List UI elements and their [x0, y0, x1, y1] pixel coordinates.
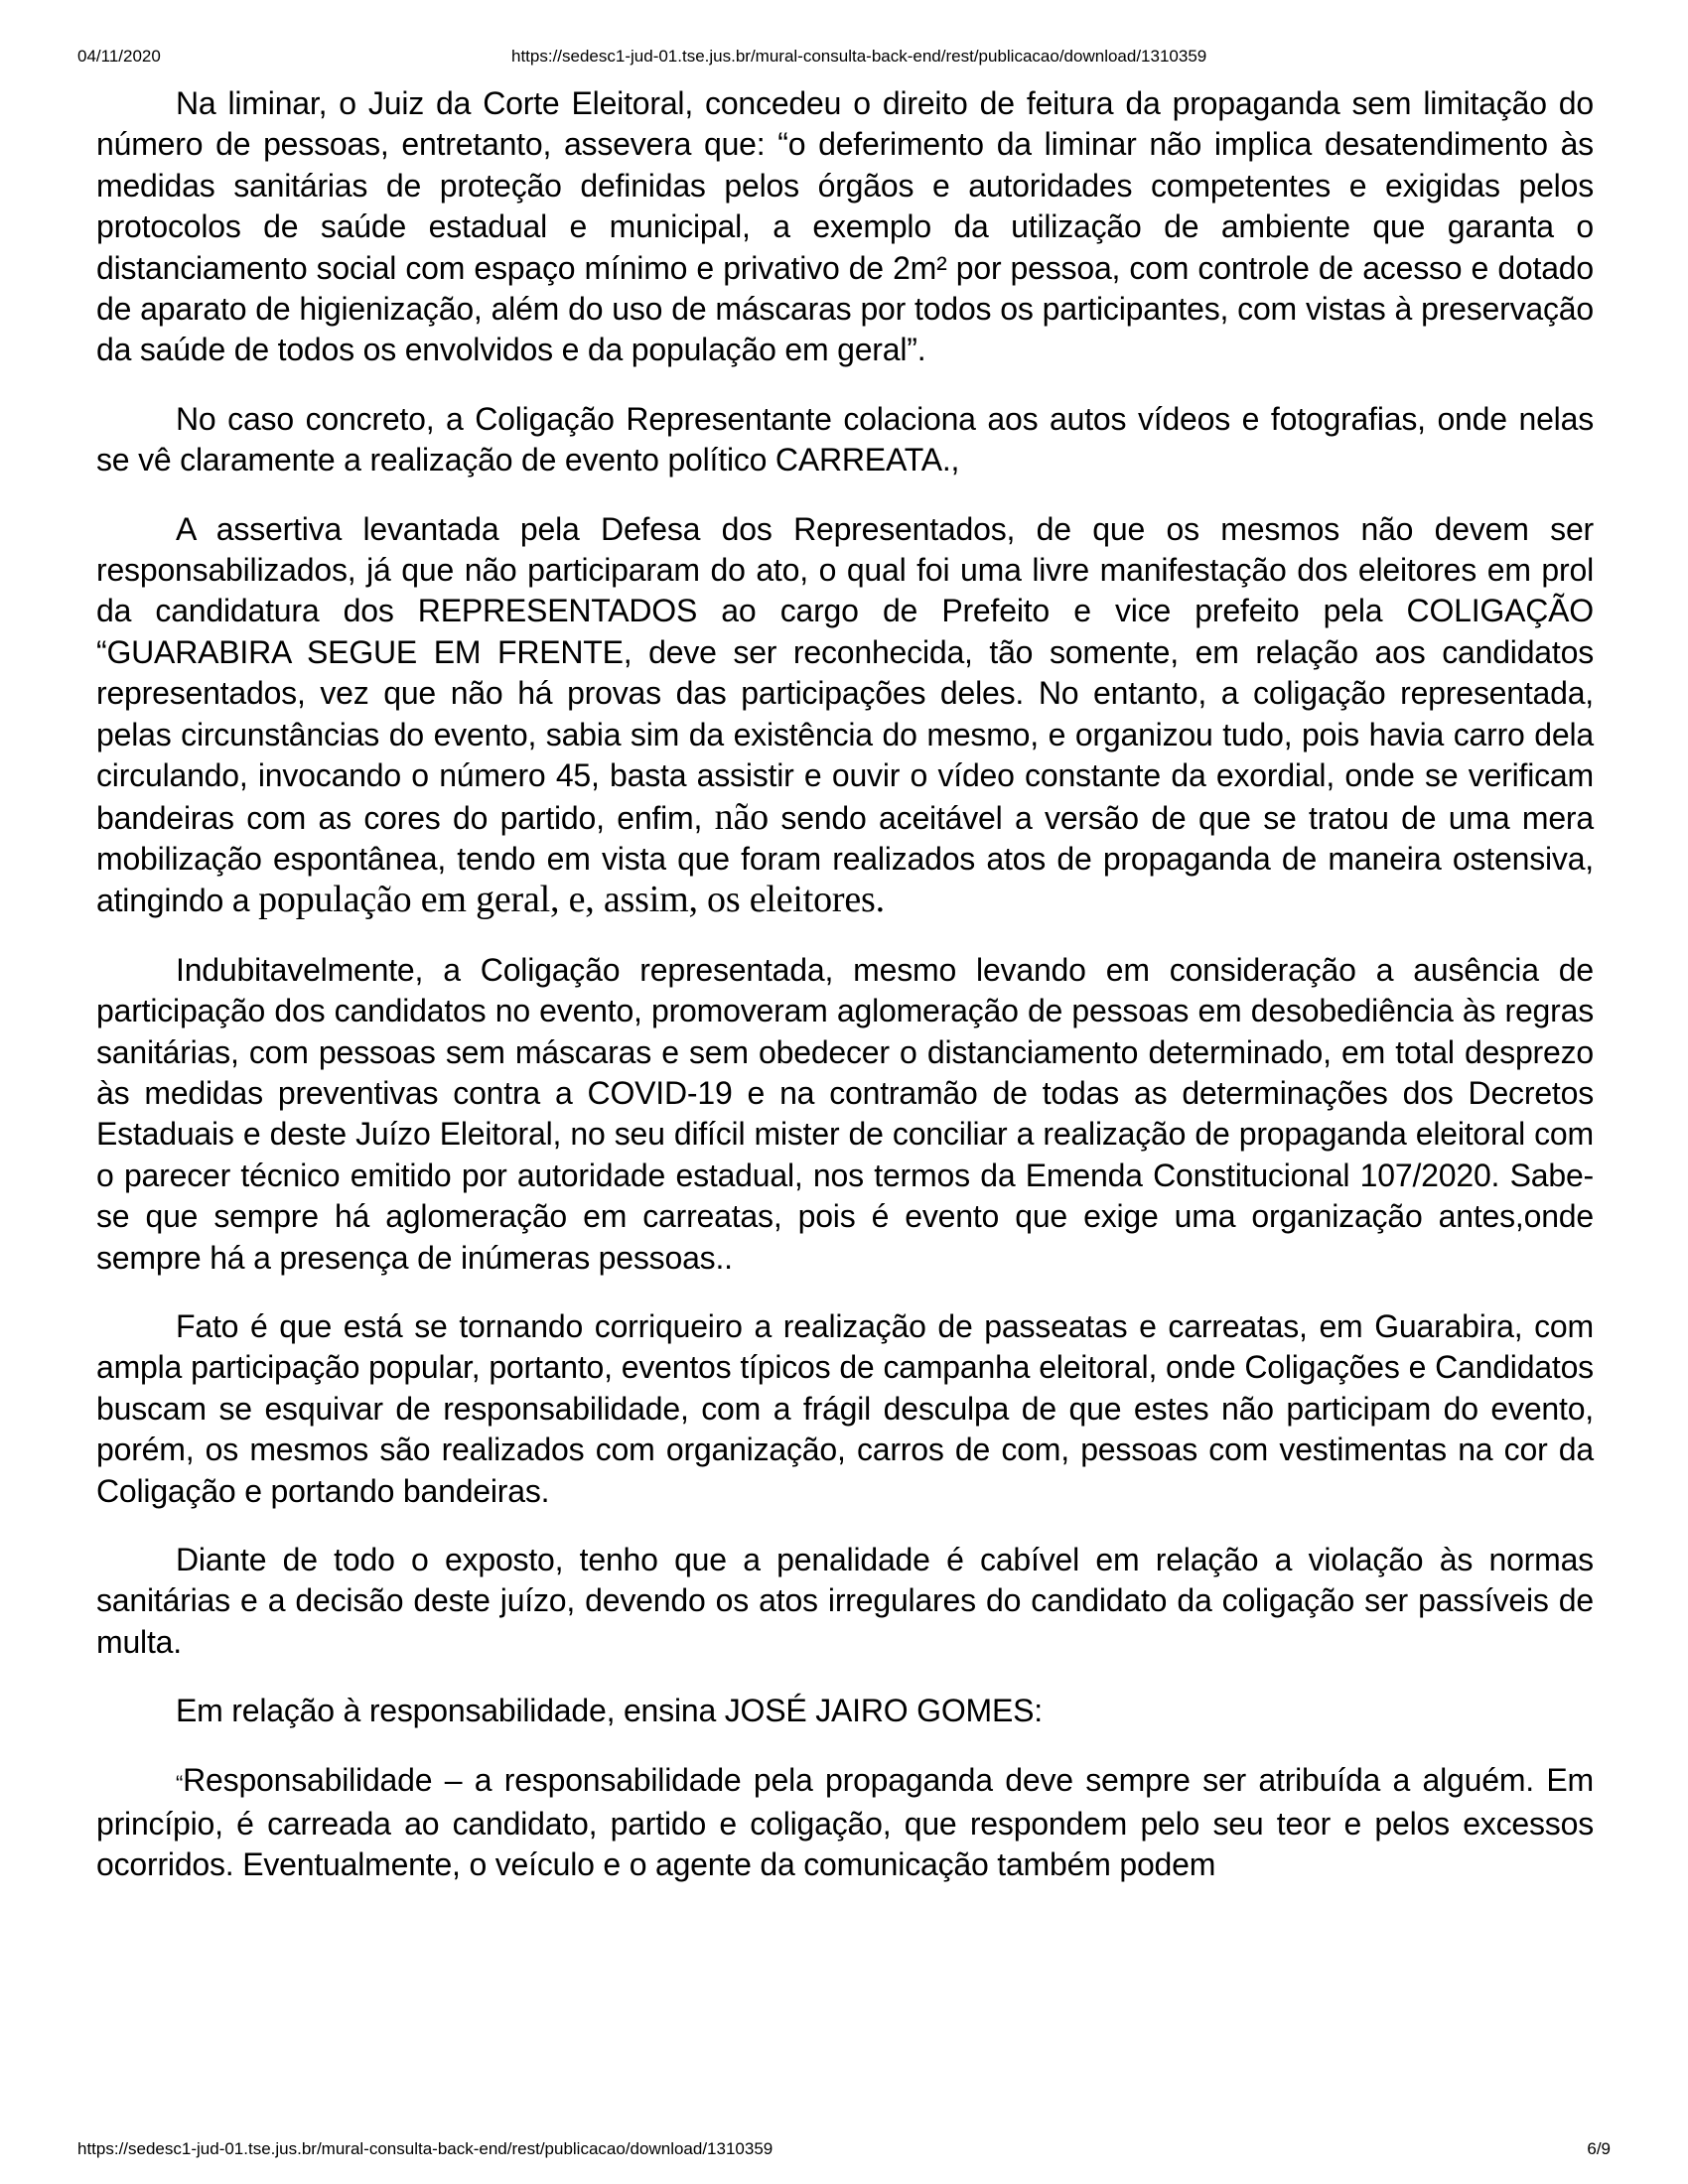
paragraph-caso-concreto: No caso concreto, a Coligação Representante colaciona aos autos vídeos e fotografias, onde nelas se vê claramente a realização de evento político CARREATA., — [96, 400, 1594, 478]
page-number: 6/9 — [1587, 2139, 1611, 2158]
paragraph-quote — [96, 1760, 1594, 1886]
footer-url: https://sedesc1-jud-01.tse.jus.br/mural-consulta-back-end/rest/publicacao/download/1310359 — [77, 2139, 774, 2158]
document-body — [96, 83, 1594, 1914]
paragraph-liminar: Na liminar, o Juiz da Corte Eleitoral, concedeu o direito de feitura da propaganda sem limitação do número de pessoas, entretanto, assevera que: “o deferimento da liminar não implica desatendimento às medidas sanitárias de proteção definidas pelos órgãos e autoridades competentes e exigidas pelos protocolos de saúde estadual e municipal, a exemplo da utilização de ambiente que garanta o distanciamento social com espaço mínimo e privativo de 2m² por pessoa, com controle de acesso e dotado de aparato de higienização, além do uso de máscaras por todos os participantes, com vistas à preservação da saúde de todos os envolvidos e da população em geral”. — [96, 85, 1594, 368]
paragraph-indubitavelmente: Indubitavelmente, a Coligação representada, mesmo levando em consideração a ausência de participação dos candidatos no evento, promoveram aglomeração de pessoas em desobediência às regras sanitárias, com pessoas sem máscaras e sem obedecer o distanciamento determinado, em total desprezo às medidas preventivas contra a COVID-19 e na contramão de todas as determinações dos Decretos Estaduais e deste Juízo Eleitoral, no seu difícil mister de conciliar a realização de propaganda eleitoral com o parecer técnico emitido por autoridade estadual, nos termos da Emenda Constitucional 107/2020. Sabe-se que sempre há aglomeração em carreatas, pois é evento que exige uma organização antes,onde sempre há a presença de inúmeras pessoas.. — [96, 951, 1594, 1276]
paragraph-diante: Diante de todo o exposto, tenho que a penalidade é cabível em relação a violação às normas sanitárias e a decisão deste juízo, devendo os atos irregulares do candidato da coligação ser passíveis de multa. — [96, 1542, 1594, 1660]
header-date: 04/11/2020 — [77, 47, 161, 66]
quote-text: Responsabilidade – a responsabilidade pela propaganda deve sempre ser atribuída a alguém. Em princípio, é carreada ao candidato, partido e coligação, que respondem pelo seu teor e pelos excessos ocorridos. Eventualmente, o veículo e o agente da comunicação também podem — [96, 1761, 1594, 1883]
paragraph-fato: Fato é que está se tornando corriqueiro a realização de passeatas e carreatas, em Guarabira, com ampla participação popular, portanto, eventos típicos de campanha eleitoral, onde Coligações e Candidatos buscam se esquivar de responsabilidade, com a frágil desculpa de que estes não participam do evento, porém, os mesmos são realizados com organização, carros de com, pessoas com vestimentas na cor da Coligação e portando bandeiras. — [96, 1307, 1594, 1509]
assertiva-text-a: A assertiva levantada pela Defesa dos Representados, de que os mesmos não devem ser responsabilizados, já que não participaram do ato, o qual foi uma livre manifestação dos eleitores em prol da candidatura dos REPRESENTADOS ao cargo de Prefeito e vice prefeito pela COLIGAÇÃO “GUARABIRA SEGUE EM FRENTE, deve ser reconhecida, tão somente, em relação aos candidatos representados, vez que não há provas das participações deles. No entanto, a coligação representada, pelas circunstâncias do evento, sabia sim da existência do mesmo, e organizou tudo, pois havia carro dela circulando, invocando o número 45, basta assistir e ouvir o vídeo constante da exordial, onde se verificam bandeiras com as cores do partido, enfim, — [96, 510, 1594, 836]
assertiva-text-d: população em geral, e, assim, os eleitores. — [258, 879, 885, 921]
assertiva-text-c: sendo aceitável a versão de que se tratou de uma mera mobilização espontânea, tendo em vista que foram realizados atos de propaganda de maneira ostensiva, atingindo a — [96, 799, 1594, 919]
header-url: https://sedesc1-jud-01.tse.jus.br/mural-consulta-back-end/rest/publicacao/download/1310359 — [511, 47, 1207, 66]
paragraph-responsabilidade-intro: Em relação à responsabilidade, ensina JOSÉ JAIRO GOMES: — [176, 1693, 1043, 1729]
paragraph-assertiva — [96, 509, 1594, 922]
assertiva-text-nao: não — [714, 795, 769, 838]
quote-mark: “ — [176, 1770, 184, 1796]
